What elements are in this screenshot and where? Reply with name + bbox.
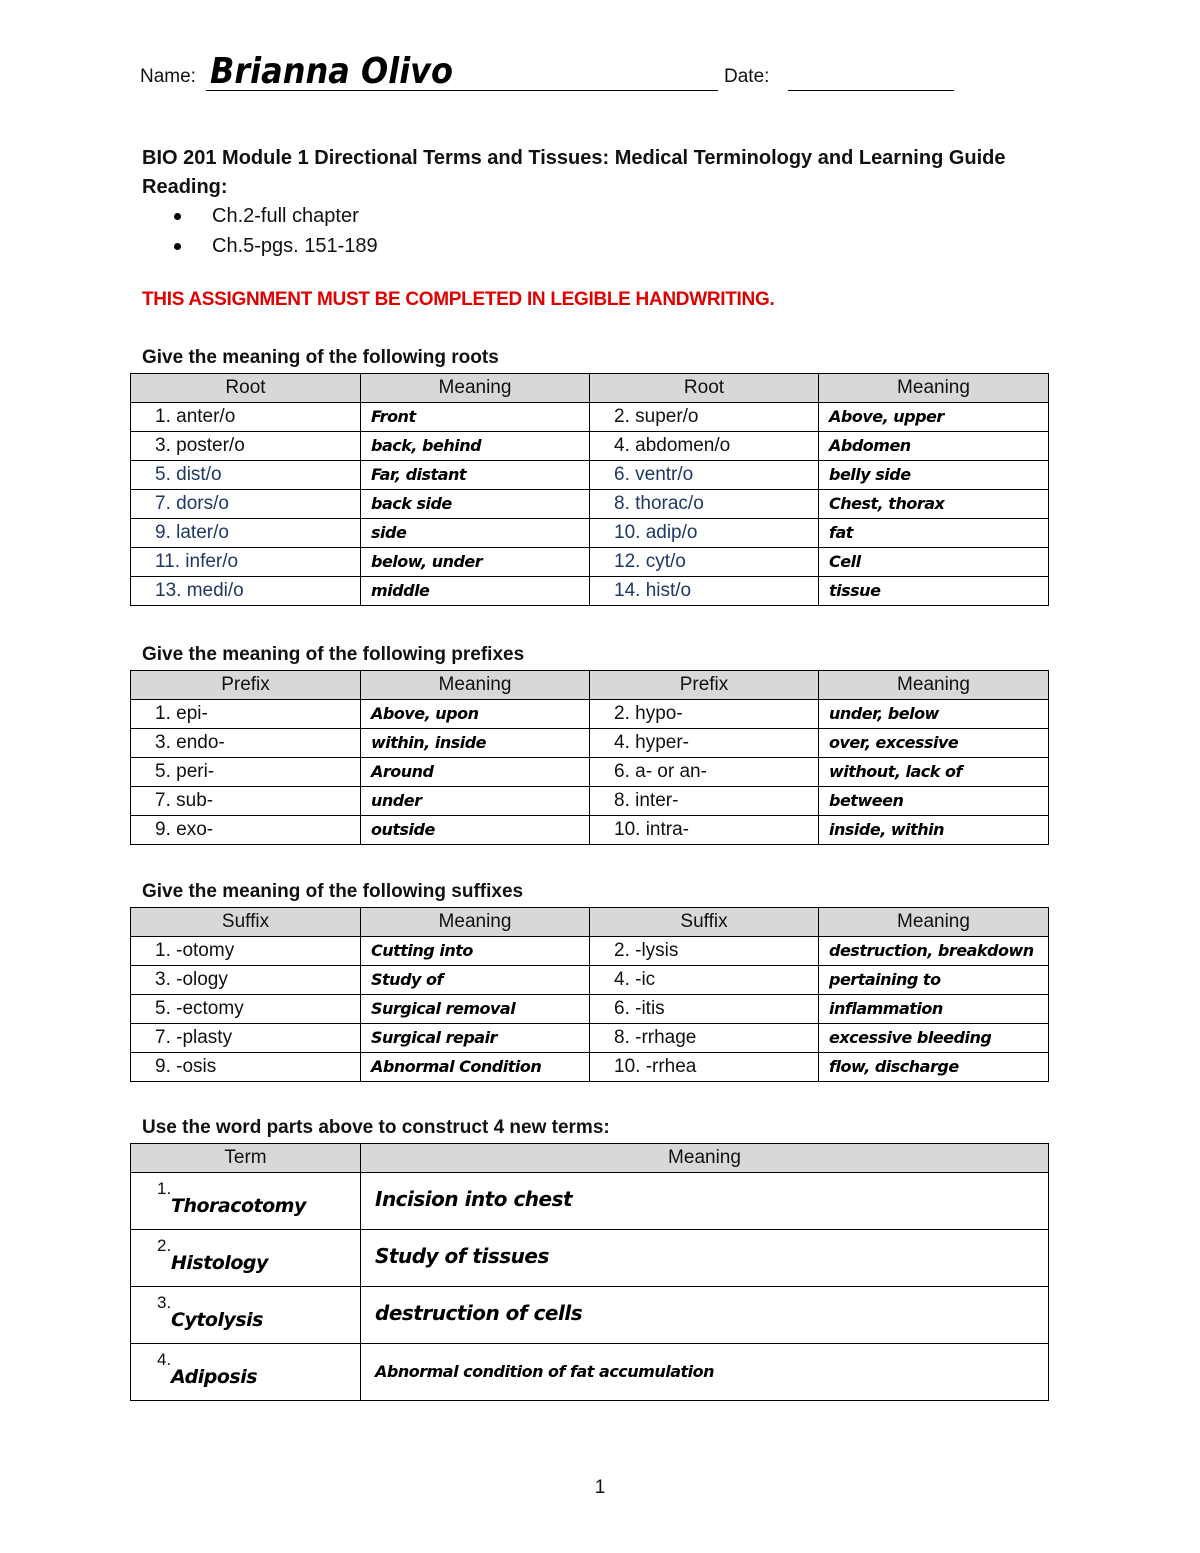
handwritten-answer: back, behind [371,436,482,455]
reading-item: Ch.2-full chapter [174,201,378,231]
handwritten-answer: side [371,523,407,542]
table-row [131,577,1049,606]
term-number: 4. [157,1350,172,1369]
handwritten-answer: back side [371,494,452,513]
handwritten-term: Thoracotomy [171,1195,306,1217]
table-row [131,1287,1049,1344]
handwritten-term: Histology [171,1252,268,1274]
handwritten-meaning: Study of tissues [375,1244,549,1268]
suffix-term: 7. -plasty [131,1024,361,1053]
handwritten-answer: Abdomen [829,436,911,455]
term-number: 3. [157,1293,172,1312]
suffix-term: 4. -ic [590,966,819,995]
meaning-cell[interactable] [819,519,1049,548]
table-row [131,1053,1049,1082]
handwritten-answer: outside [371,820,435,839]
handwritten-answer: belly side [829,465,911,484]
column-header: Prefix [590,671,819,700]
suffix-term: 8. -rrhage [590,1024,819,1053]
suffix-term: 9. -osis [131,1053,361,1082]
column-header: Meaning [361,908,590,937]
handwritten-meaning: Abnormal condition of fat accumulation [375,1362,715,1381]
meaning-cell[interactable] [819,461,1049,490]
meaning-cell[interactable] [819,816,1049,845]
table-row [131,490,1049,519]
handwritten-answer: inside, within [829,820,945,839]
date-field[interactable] [788,90,954,91]
table-row [131,787,1049,816]
prefix-term: 6. a- or an- [590,758,819,787]
meaning-cell[interactable] [361,729,590,758]
meaning-cell[interactable] [819,758,1049,787]
table-row [131,461,1049,490]
meaning-cell[interactable] [361,432,590,461]
root-term: 11. infer/o [131,548,361,577]
prefix-term: 9. exo- [131,816,361,845]
prefix-term: 8. inter- [590,787,819,816]
meaning-cell[interactable] [819,577,1049,606]
handwritten-answer: Far, distant [371,465,467,484]
roots-heading: Give the meaning of the following roots [142,347,499,368]
root-term: 7. dors/o [131,490,361,519]
column-header: Term [131,1144,361,1173]
table-row [131,700,1049,729]
root-term: 3. poster/o [131,432,361,461]
meaning-cell[interactable] [819,995,1049,1024]
date-label: Date: [724,66,770,87]
prefix-term: 2. hypo- [590,700,819,729]
table-header-row [131,671,1049,700]
column-header: Root [590,374,819,403]
root-term: 5. dist/o [131,461,361,490]
handwritten-answer: destruction, breakdown [829,941,1034,960]
meaning-cell[interactable] [819,490,1049,519]
title-text: BIO 201 Module 1 Directional Terms and Tissues: Medical Terminology and Learning Guide [142,147,1006,169]
meaning-cell[interactable] [361,758,590,787]
term-cell[interactable] [131,1173,361,1230]
table-row [131,729,1049,758]
handwritten-answer: between [829,791,904,810]
handwritten-answer: Front [371,407,416,426]
meaning-cell[interactable] [361,461,590,490]
column-header: Meaning [819,908,1049,937]
meaning-cell[interactable] [361,1024,590,1053]
root-term: 14. hist/o [590,577,819,606]
handwritten-meaning: destruction of cells [375,1301,583,1325]
root-term: 13. medi/o [131,577,361,606]
reading-list [174,201,378,261]
suffix-term: 10. -rrhea [590,1053,819,1082]
meaning-cell[interactable] [819,432,1049,461]
meaning-cell[interactable] [819,937,1049,966]
meaning-cell[interactable] [361,966,590,995]
meaning-cell[interactable] [361,937,590,966]
table-row [131,519,1049,548]
suffix-term: 5. -ectomy [131,995,361,1024]
table-row [131,758,1049,787]
table-row [131,1344,1049,1401]
meaning-cell[interactable] [819,403,1049,432]
handwritten-answer: Abnormal Condition [371,1057,542,1076]
prefix-term: 7. sub- [131,787,361,816]
handwritten-answer: under, below [829,704,939,723]
terms-heading: Use the word parts above to construct 4 new terms: [142,1117,610,1138]
column-header: Suffix [590,908,819,937]
meaning-cell[interactable] [819,966,1049,995]
table-row [131,816,1049,845]
root-term: 8. thorac/o [590,490,819,519]
prefix-term: 1. epi- [131,700,361,729]
root-term: 9. later/o [131,519,361,548]
table-row [131,1173,1049,1230]
handwritten-answer: pertaining to [829,970,941,989]
table-row [131,1024,1049,1053]
term-cell[interactable] [131,1344,361,1401]
handwritten-answer: inflammation [829,999,943,1018]
handwritten-answer: over, excessive [829,733,959,752]
column-header: Meaning [361,374,590,403]
root-term: 1. anter/o [131,403,361,432]
handwritten-answer: Around [371,762,434,781]
meaning-cell[interactable] [361,519,590,548]
meaning-cell[interactable] [819,1053,1049,1082]
handwritten-answer: under [371,791,422,810]
column-header: Suffix [131,908,361,937]
meaning-cell[interactable] [819,548,1049,577]
suffixes-heading: Give the meaning of the following suffixes [142,881,524,902]
handwritten-answer: middle [371,581,430,600]
meaning-cell[interactable] [361,816,590,845]
handwritten-answer: Study of [371,970,443,989]
handwritten-answer: within, inside [371,733,487,752]
handwritten-answer: Chest, thorax [829,494,945,513]
term-cell[interactable] [131,1287,361,1344]
reading-label: Reading: [142,176,228,198]
meaning-cell[interactable] [361,548,590,577]
handwritten-answer: fat [829,523,853,542]
meaning-cell[interactable] [361,577,590,606]
meaning-cell[interactable] [819,729,1049,758]
meaning-cell[interactable] [819,700,1049,729]
handwritten-answer: Surgical repair [371,1028,497,1047]
term-number: 1. [157,1179,172,1198]
handwritten-term: Cytolysis [171,1309,263,1331]
prefix-term: 4. hyper- [590,729,819,758]
root-term: 12. cyt/o [590,548,819,577]
meaning-cell[interactable] [361,490,590,519]
column-header: Meaning [819,374,1049,403]
table-row [131,432,1049,461]
suffix-term: 1. -otomy [131,937,361,966]
root-term: 6. ventr/o [590,461,819,490]
suffixes-table [130,907,1049,1082]
term-meaning-cell[interactable] [361,1173,1049,1230]
table-row [131,937,1049,966]
term-number: 2. [157,1236,172,1255]
table-header-row [131,908,1049,937]
meaning-cell[interactable] [361,995,590,1024]
handwritten-answer: excessive bleeding [829,1028,992,1047]
meaning-cell[interactable] [361,787,590,816]
suffix-term: 3. -ology [131,966,361,995]
meaning-cell[interactable] [819,1024,1049,1053]
handwritten-answer: flow, discharge [829,1057,959,1076]
handwritten-term: Adiposis [171,1366,258,1388]
prefix-term: 10. intra- [590,816,819,845]
root-term: 2. super/o [590,403,819,432]
handwritten-answer: Cell [829,552,861,571]
meaning-cell[interactable] [819,787,1049,816]
table-header-row [131,1144,1049,1173]
handwritten-answer: Above, upper [829,407,944,426]
term-meaning-cell[interactable] [361,1230,1049,1287]
column-header: Root [131,374,361,403]
name-label: Name: [140,66,196,87]
prefixes-heading: Give the meaning of the following prefixes [142,644,525,665]
table-row [131,403,1049,432]
table-row [131,995,1049,1024]
new-terms-table [130,1143,1049,1401]
handwritten-answer: below, under [371,552,483,571]
table-row [131,966,1049,995]
table-row [131,1230,1049,1287]
handwritten-answer: Above, upon [371,704,479,723]
name-date-row [140,52,960,92]
handwriting-warning: THIS ASSIGNMENT MUST BE COMPLETED IN LEGIBLE HANDWRITING. [142,289,775,310]
table-header-row [131,374,1049,403]
prefix-term: 5. peri- [131,758,361,787]
term-meaning-cell[interactable] [361,1344,1049,1401]
name-field[interactable]: Brianna Olivo [210,50,454,92]
meaning-cell[interactable] [361,403,590,432]
table-row [131,548,1049,577]
page-number: 1 [594,1477,606,1498]
prefixes-table [130,670,1049,845]
term-cell[interactable] [131,1230,361,1287]
column-header: Meaning [361,1144,1049,1173]
meaning-cell[interactable] [361,700,590,729]
column-header: Prefix [131,671,361,700]
suffix-term: 6. -itis [590,995,819,1024]
root-term: 4. abdomen/o [590,432,819,461]
column-header: Meaning [361,671,590,700]
reading-item: Ch.5-pgs. 151-189 [174,231,378,261]
root-term: 10. adip/o [590,519,819,548]
handwritten-answer: Cutting into [371,941,473,960]
column-header: Meaning [819,671,1049,700]
handwritten-answer: tissue [829,581,881,600]
roots-table [130,373,1049,606]
term-meaning-cell[interactable] [361,1287,1049,1344]
page-title [142,144,1042,202]
prefix-term: 3. endo- [131,729,361,758]
meaning-cell[interactable] [361,1053,590,1082]
suffix-term: 2. -lysis [590,937,819,966]
handwritten-answer: Surgical removal [371,999,516,1018]
handwritten-answer: without, lack of [829,762,962,781]
handwritten-meaning: Incision into chest [375,1187,573,1211]
